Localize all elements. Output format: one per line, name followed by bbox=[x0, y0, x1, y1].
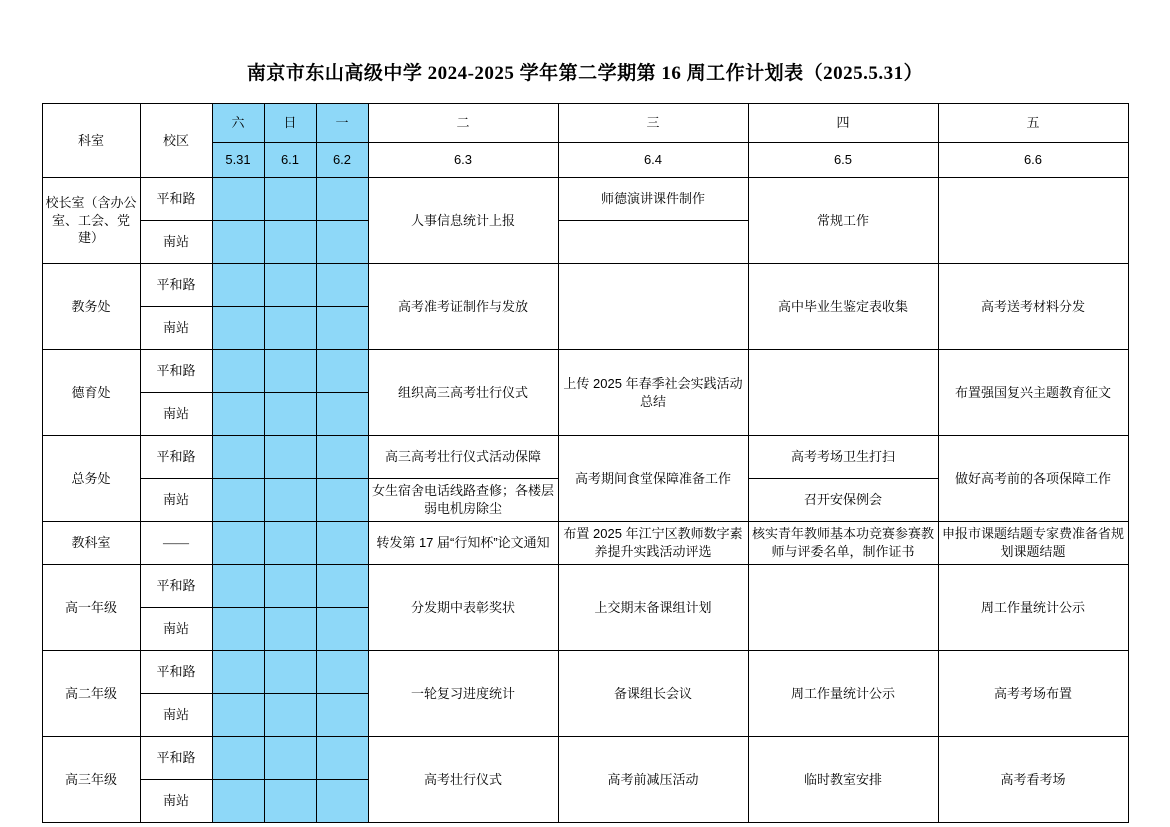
cell-sun bbox=[264, 565, 316, 608]
cell-wed: 布置 2025 年江宁区教师数字素养提升实践活动评选 bbox=[558, 522, 748, 565]
cell-sat bbox=[212, 264, 264, 307]
header-dept: 科室 bbox=[42, 104, 140, 178]
header-date-sun: 6.1 bbox=[264, 143, 316, 178]
cell-wed: 高考前减压活动 bbox=[558, 737, 748, 823]
cell-wed bbox=[558, 221, 748, 264]
campus-name: 南站 bbox=[140, 694, 212, 737]
cell-thu: 高考考场卫生打扫 bbox=[748, 436, 938, 479]
header-day-mon: 一 bbox=[316, 104, 368, 143]
campus-name: 南站 bbox=[140, 307, 212, 350]
cell-tue: 人事信息统计上报 bbox=[368, 178, 558, 264]
cell-thu: 临时教室安排 bbox=[748, 737, 938, 823]
cell-sun bbox=[264, 264, 316, 307]
cell-fri: 周工作量统计公示 bbox=[938, 565, 1128, 651]
dept-name: 总务处 bbox=[42, 436, 140, 522]
cell-sun bbox=[264, 436, 316, 479]
cell-tue: 组织高三高考壮行仪式 bbox=[368, 350, 558, 436]
cell-tue: 高考准考证制作与发放 bbox=[368, 264, 558, 350]
cell-tue: 转发第 17 届“行知杯”论文通知 bbox=[368, 522, 558, 565]
header-day-tue: 二 bbox=[368, 104, 558, 143]
header-day-sat: 六 bbox=[212, 104, 264, 143]
cell-fri: 高考送考材料分发 bbox=[938, 264, 1128, 350]
table-row bbox=[42, 178, 1128, 221]
cell-tue: 一轮复习进度统计 bbox=[368, 651, 558, 737]
table-row bbox=[42, 651, 1128, 694]
cell-sun bbox=[264, 178, 316, 221]
cell-wed: 上传 2025 年春季社会实践活动总结 bbox=[558, 350, 748, 436]
campus-name: 南站 bbox=[140, 608, 212, 651]
cell-sat bbox=[212, 307, 264, 350]
header-date-sat: 5.31 bbox=[212, 143, 264, 178]
cell-thu bbox=[748, 565, 938, 651]
cell-tue: 女生宿舍电话线路查修；各楼层弱电机房除尘 bbox=[368, 479, 558, 522]
cell-sat bbox=[212, 565, 264, 608]
table-row bbox=[42, 565, 1128, 608]
header-campus: 校区 bbox=[140, 104, 212, 178]
cell-sat bbox=[212, 350, 264, 393]
table-header-days bbox=[42, 104, 1128, 143]
cell-wed: 师德演讲课件制作 bbox=[558, 178, 748, 221]
campus-name: 南站 bbox=[140, 479, 212, 522]
cell-sun bbox=[264, 694, 316, 737]
cell-mon bbox=[316, 479, 368, 522]
cell-thu: 召开安保例会 bbox=[748, 479, 938, 522]
campus-name: 平和路 bbox=[140, 264, 212, 307]
dept-name: 教务处 bbox=[42, 264, 140, 350]
cell-sun bbox=[264, 651, 316, 694]
cell-thu: 高中毕业生鉴定表收集 bbox=[748, 264, 938, 350]
cell-thu: 常规工作 bbox=[748, 178, 938, 264]
cell-fri: 布置强国复兴主题教育征文 bbox=[938, 350, 1128, 436]
cell-sun bbox=[264, 522, 316, 565]
campus-name: 平和路 bbox=[140, 737, 212, 780]
cell-mon bbox=[316, 522, 368, 565]
table-row bbox=[42, 350, 1128, 393]
cell-sun bbox=[264, 307, 316, 350]
cell-mon bbox=[316, 780, 368, 823]
header-date-thu: 6.5 bbox=[748, 143, 938, 178]
header-date-mon: 6.2 bbox=[316, 143, 368, 178]
cell-sun bbox=[264, 608, 316, 651]
cell-sun bbox=[264, 221, 316, 264]
cell-wed: 高考期间食堂保障准备工作 bbox=[558, 436, 748, 522]
cell-mon bbox=[316, 307, 368, 350]
campus-name: 平和路 bbox=[140, 350, 212, 393]
cell-tue: 高三高考壮行仪式活动保障 bbox=[368, 436, 558, 479]
cell-sat bbox=[212, 737, 264, 780]
cell-thu: 周工作量统计公示 bbox=[748, 651, 938, 737]
cell-fri: 做好高考前的各项保障工作 bbox=[938, 436, 1128, 522]
campus-name: 平和路 bbox=[140, 178, 212, 221]
header-day-wed: 三 bbox=[558, 104, 748, 143]
table-row bbox=[42, 522, 1128, 565]
header-day-thu: 四 bbox=[748, 104, 938, 143]
cell-sun bbox=[264, 479, 316, 522]
cell-sat bbox=[212, 221, 264, 264]
cell-wed: 备课组长会议 bbox=[558, 651, 748, 737]
dept-name: 高三年级 bbox=[42, 737, 140, 823]
cell-sat bbox=[212, 178, 264, 221]
cell-mon bbox=[316, 221, 368, 264]
cell-sun bbox=[264, 393, 316, 436]
campus-name: 平和路 bbox=[140, 565, 212, 608]
cell-sat bbox=[212, 522, 264, 565]
cell-mon bbox=[316, 178, 368, 221]
dept-name: 教科室 bbox=[42, 522, 140, 565]
cell-fri: 申报市课题结题专家费准备省规划课题结题 bbox=[938, 522, 1128, 565]
cell-mon bbox=[316, 608, 368, 651]
cell-sat bbox=[212, 479, 264, 522]
cell-fri: 高考看考场 bbox=[938, 737, 1128, 823]
cell-thu bbox=[748, 350, 938, 436]
dept-name: 校长室（含办公室、工会、党建） bbox=[42, 178, 140, 264]
campus-name: 南站 bbox=[140, 393, 212, 436]
cell-mon bbox=[316, 565, 368, 608]
dept-name: 高一年级 bbox=[42, 565, 140, 651]
cell-tue: 高考壮行仪式 bbox=[368, 737, 558, 823]
cell-mon bbox=[316, 393, 368, 436]
cell-sat bbox=[212, 608, 264, 651]
cell-sat bbox=[212, 651, 264, 694]
header-date-fri: 6.6 bbox=[938, 143, 1128, 178]
cell-fri bbox=[938, 178, 1128, 264]
cell-sat bbox=[212, 436, 264, 479]
header-date-tue: 6.3 bbox=[368, 143, 558, 178]
cell-sat bbox=[212, 393, 264, 436]
weekly-plan-table bbox=[42, 103, 1129, 823]
table-row bbox=[42, 737, 1128, 780]
campus-name: 平和路 bbox=[140, 436, 212, 479]
cell-sat bbox=[212, 694, 264, 737]
cell-sun bbox=[264, 780, 316, 823]
page-title: 南京市东山高级中学 2024-2025 学年第二学期第 16 周工作计划表（2025.5.31） bbox=[246, 63, 924, 84]
campus-name: 平和路 bbox=[140, 651, 212, 694]
campus-name: 南站 bbox=[140, 221, 212, 264]
cell-mon bbox=[316, 651, 368, 694]
cell-mon bbox=[316, 350, 368, 393]
cell-mon bbox=[316, 694, 368, 737]
cell-fri: 高考考场布置 bbox=[938, 651, 1128, 737]
table-row bbox=[42, 436, 1128, 479]
dept-name: 德育处 bbox=[42, 350, 140, 436]
cell-mon bbox=[316, 264, 368, 307]
header-date-wed: 6.4 bbox=[558, 143, 748, 178]
cell-thu: 核实青年教师基本功竞赛参赛教师与评委名单，制作证书 bbox=[748, 522, 938, 565]
cell-tue: 分发期中表彰奖状 bbox=[368, 565, 558, 651]
cell-wed: 上交期末备课组计划 bbox=[558, 565, 748, 651]
cell-mon bbox=[316, 737, 368, 780]
header-day-fri: 五 bbox=[938, 104, 1128, 143]
cell-wed bbox=[558, 264, 748, 350]
cell-sun bbox=[264, 737, 316, 780]
cell-sat bbox=[212, 780, 264, 823]
dept-name: 高二年级 bbox=[42, 651, 140, 737]
campus-name: 南站 bbox=[140, 780, 212, 823]
cell-mon bbox=[316, 436, 368, 479]
header-day-sun: 日 bbox=[264, 104, 316, 143]
table-row bbox=[42, 264, 1128, 307]
campus-name: —— bbox=[140, 522, 212, 565]
cell-sun bbox=[264, 350, 316, 393]
